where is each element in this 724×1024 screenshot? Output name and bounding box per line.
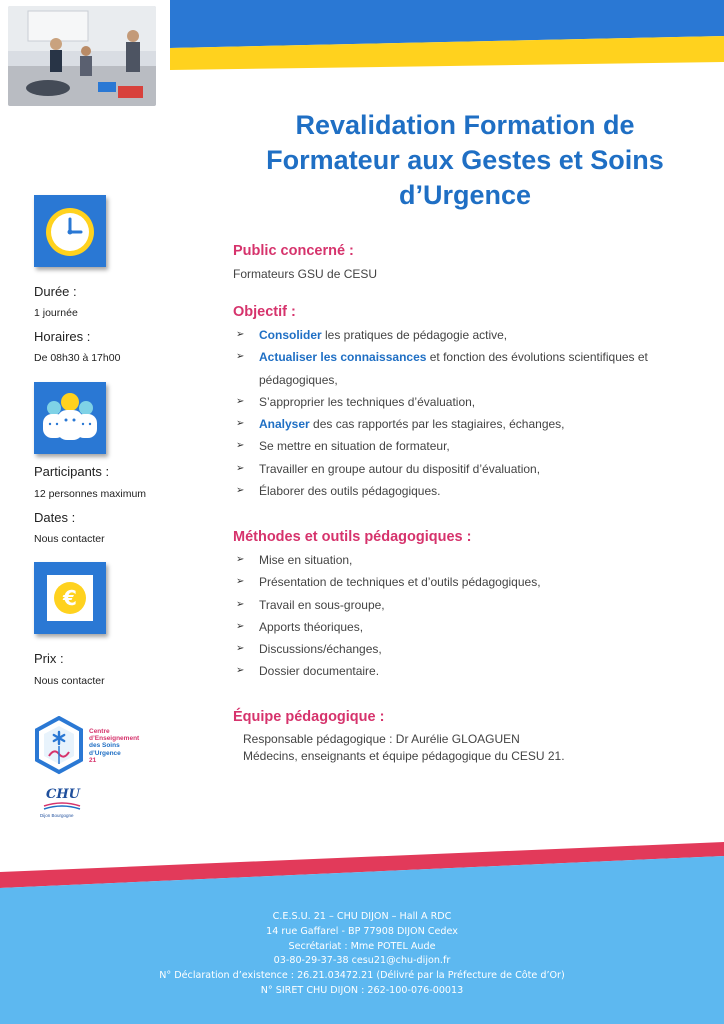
chu-logo [38, 782, 86, 824]
cesu-logo [33, 716, 153, 778]
list-item: ➢ Présentation de techniques et d’outils pédagogiques, [236, 571, 706, 593]
svg-text:€: € [63, 586, 77, 610]
cesu-logo-line-4: d’Urgence [89, 749, 121, 757]
list-item: ➢ Analyser des cas rapportés par les stagiaires, échanges, [236, 413, 706, 435]
equipe-line-2: Médecins, enseignants et équipe pédagogique du CESU 21. [243, 749, 565, 763]
objectif-heading: Objectif : [233, 304, 296, 320]
list-item: ➢ Travail en sous-groupe, [236, 594, 706, 616]
footer-line-5: N° Déclaration d’existence : 26.21.03472.21 (Délivré par la Préfecture de Côte d’Or) [159, 970, 565, 982]
duree-label: Durée : [34, 284, 77, 299]
duree-value: 1 journée [34, 307, 78, 319]
list-item: ➢ Se mettre en situation de formateur, [236, 435, 706, 457]
prix-label: Prix : [34, 651, 64, 666]
people-icon [34, 382, 106, 454]
title-line-2: Formateur aux Gestes et Soins [266, 145, 664, 175]
list-item: ➢ S’approprier les techniques d’évaluation, [236, 391, 706, 413]
list-item: ➢ Travailler en groupe autour du dispositif d’évaluation, [236, 458, 706, 480]
euro-icon [34, 562, 106, 634]
list-item: ➢ Actualiser les connaissances et fonction des évolutions scientifiques et [236, 346, 706, 368]
dates-label: Dates : [34, 510, 76, 525]
methodes-heading: Méthodes et outils pédagogiques : [233, 529, 472, 545]
participants-value: 12 personnes maximum [34, 488, 147, 500]
title-line-1: Revalidation Formation de [295, 110, 635, 140]
equipe-line-1: Responsable pédagogique : Dr Aurélie GLOAGUEN [243, 732, 520, 746]
objectif-list [236, 324, 706, 502]
equipe-heading: Équipe pédagogique : [233, 709, 385, 725]
page-title [232, 108, 698, 213]
footer-line-4: 03-80-29-37-38 cesu21@chu-dijon.fr [273, 955, 451, 967]
cesu-logo-line-1: Centre [89, 728, 110, 735]
title-line-3: d’Urgence [398, 180, 532, 210]
list-item: ➢ Mise en situation, [236, 549, 706, 571]
clock-icon [34, 195, 106, 267]
footer-line-6: N° SIRET CHU DIJON : 262-100-076-00013 [260, 984, 464, 996]
methodes-list [236, 549, 706, 683]
training-photo [8, 6, 156, 106]
horaires-label: Horaires : [34, 329, 91, 344]
footer-contact [0, 910, 724, 999]
cesu-logo-line-2: d’Enseignement [89, 735, 140, 743]
participants-label: Participants : [34, 464, 110, 479]
cesu-logo-line-3: des Soins [89, 742, 120, 750]
equipe-text [243, 731, 565, 765]
chu-logo-subtitle: Dijon Bourgogne [40, 813, 74, 818]
public-text: Formateurs GSU de CESU [233, 267, 378, 281]
chu-logo-text: CHU [46, 787, 80, 802]
list-item: ➢ Consolider les pratiques de pédagogie active, [236, 324, 706, 346]
public-heading: Public concerné : [233, 243, 354, 259]
horaires-value: De 08h30 à 17h00 [34, 352, 121, 364]
list-item: ➢ Dossier documentaire. [236, 660, 706, 682]
footer-line-2: 14 rue Gaffarel - BP 77908 DIJON Cedex [266, 925, 458, 937]
list-item: ➢ Apports théoriques, [236, 616, 706, 638]
cesu-logo-line-5: 21 [89, 756, 97, 764]
footer-line-3: Secrétariat : Mme POTEL Aude [288, 940, 436, 952]
list-item: ➢ Discussions/échanges, [236, 638, 706, 660]
list-item: ➢ Élaborer des outils pédagogiques. [236, 480, 706, 502]
dates-value: Nous contacter [34, 533, 105, 545]
list-item-continuation: pédagogiques, [259, 372, 338, 387]
footer-line-1: C.E.S.U. 21 – CHU DIJON – Hall A RDC [272, 911, 452, 922]
prix-value: Nous contacter [34, 675, 105, 687]
